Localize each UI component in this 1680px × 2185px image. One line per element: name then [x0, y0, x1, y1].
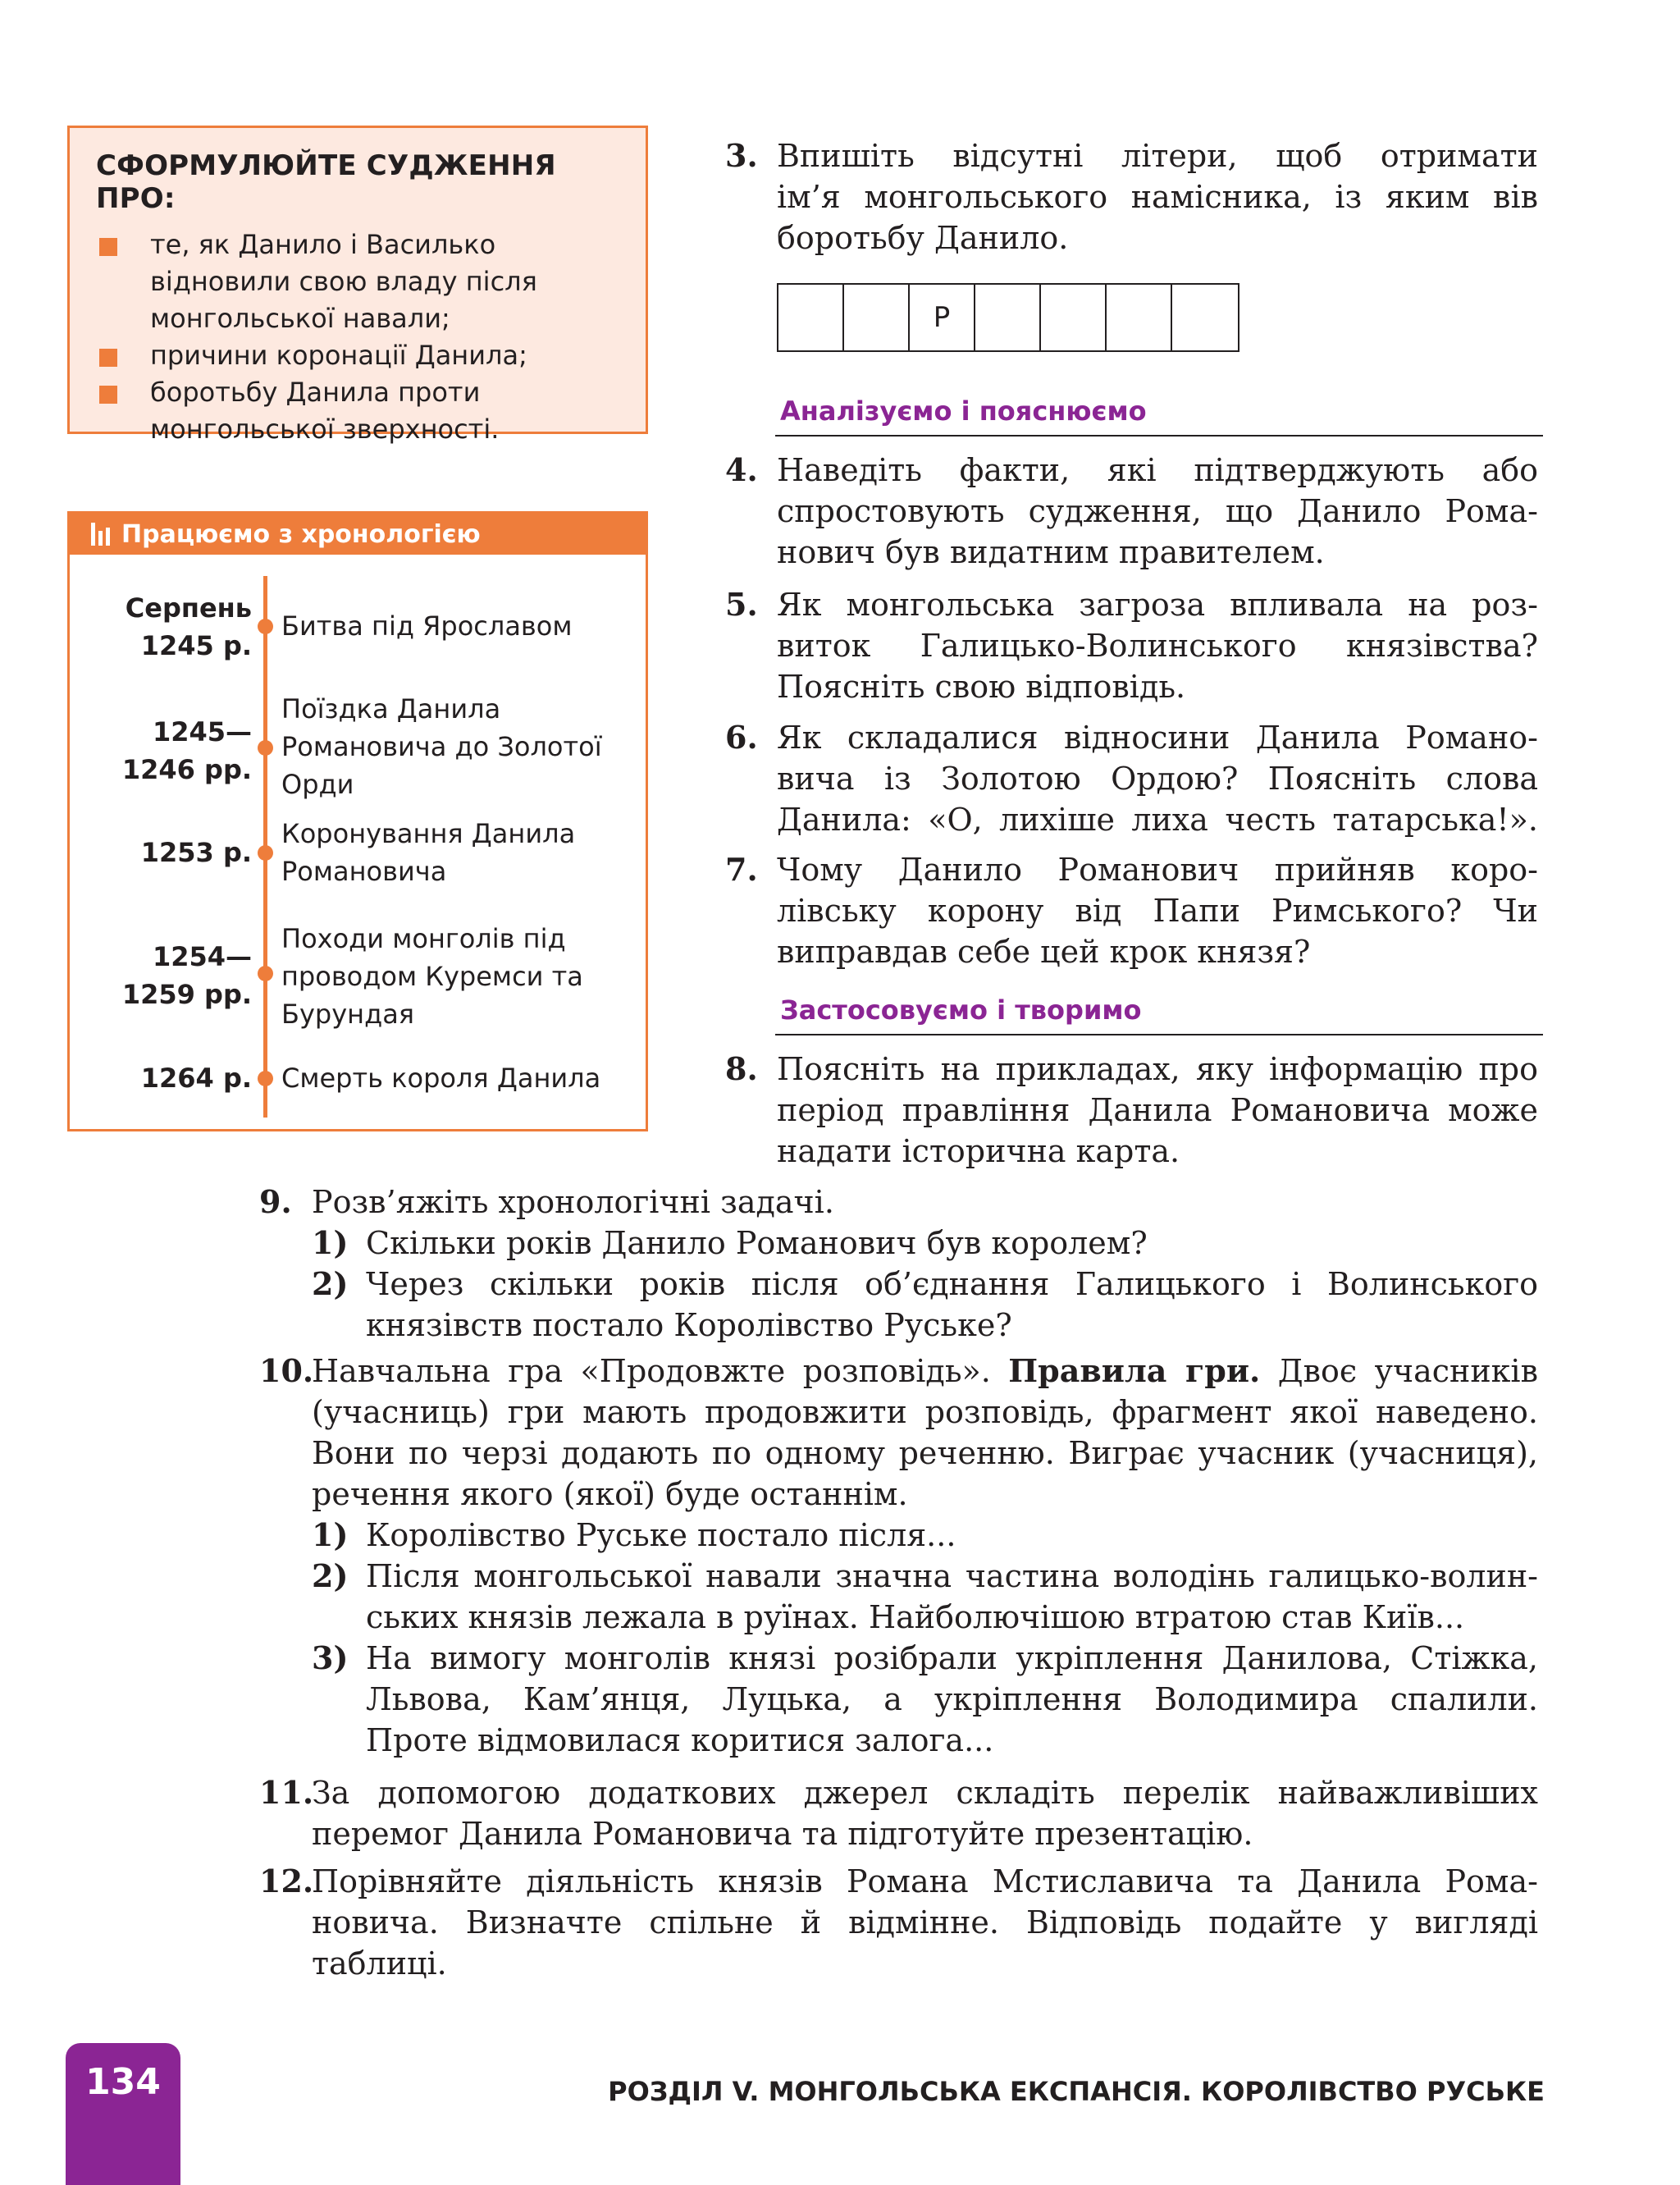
task-11-text: За допомогою додаткових джерел складіть перелік найважливіших перемог Данила Романовича та підготуйте презентацію. — [312, 1775, 1538, 1852]
task-4-text: Наведіть факти, які підтверджують або спростовують судження, що Данило Рома- нович був видатним правителем. — [777, 452, 1538, 570]
judgement-line: причини коронації Данила; — [150, 340, 527, 371]
subtask-text: Скільки років Данило Романович був королем? — [366, 1225, 1148, 1261]
task-number: 10. — [259, 1352, 314, 1389]
timeline-date: Серпень 1245 р. — [125, 592, 252, 661]
timeline-event: Походи монголів під проводом Куремси та Бурундая — [281, 923, 583, 1030]
task-5-text: Як монгольська загроза впливала на роз- виток Галицько-Волинського князівства? Поясніть свою відповідь. — [777, 587, 1538, 705]
task-number: 4. — [725, 451, 758, 488]
judgement-box — [67, 126, 648, 445]
judgement-line: монгольської зверхності. — [150, 414, 500, 445]
timeline-dot-icon — [258, 1071, 273, 1086]
letter-cell[interactable] — [778, 285, 844, 350]
bullet-square-icon — [99, 349, 117, 367]
letter-cell[interactable] — [975, 285, 1041, 350]
page-number: 134 — [85, 2061, 161, 2103]
task-number: 7. — [725, 851, 758, 888]
subtask-number: 1) — [312, 1224, 349, 1261]
task-number: 8. — [725, 1050, 758, 1087]
chronology-box — [67, 511, 648, 1131]
bullet-square-icon — [99, 386, 117, 404]
judgement-title: СФОРМУЛЮЙТЕ СУДЖЕННЯ ПРО: — [96, 149, 556, 215]
timeline-event: Поїздка Данила Романовича до Золотої Орди — [281, 693, 602, 800]
section-heading-apply: Застосовуємо і творимо — [775, 994, 1543, 1035]
section-heading-analyze: Аналізуємо і пояснюємо — [775, 395, 1543, 437]
bar-chart-icon — [91, 523, 110, 546]
judgement-item — [96, 374, 623, 448]
judgement-item — [96, 337, 623, 374]
judgement-line: відновили свою владу після — [150, 266, 537, 297]
timeline-event: Смерть короля Данила — [281, 1063, 601, 1094]
chapter-title: РОЗДІЛ V. МОНГОЛЬСЬКА ЕКСПАНСІЯ. КОРОЛІВСТВО РУСЬКЕ — [608, 2076, 1545, 2107]
task-9-text: Розв’яжіть хронологічні задачі. — [312, 1184, 834, 1220]
rules-label: Правила гри. — [1008, 1352, 1261, 1389]
subtask-number: 3) — [312, 1639, 349, 1676]
letter-cell[interactable] — [1172, 285, 1238, 350]
task-number: 12. — [259, 1863, 314, 1899]
subtask-text: Королівство Руське постало після... — [366, 1517, 956, 1553]
judgement-line: боротьбу Данила проти — [150, 377, 481, 408]
timeline-event: Коронування Данила Романовича — [281, 818, 576, 887]
task-6-text: Як складалися відносини Данила Романо- вича із Золотою Ордою? Поясніть слова Данила: «О, лихіше лиха честь татарська!». — [777, 720, 1538, 838]
letter-cell[interactable] — [844, 285, 910, 350]
timeline-date: 1264 р. — [140, 1063, 252, 1094]
timeline-date: 1245— 1246 рр. — [121, 716, 252, 785]
timeline-date: 1254— 1259 рр. — [121, 941, 252, 1010]
subtask-number: 2) — [312, 1557, 349, 1594]
chronology-title: Працюємо з хронологією — [121, 519, 481, 549]
letter-cell[interactable]: Р — [910, 285, 975, 350]
timeline-dot-icon — [258, 740, 273, 756]
subtask-number: 1) — [312, 1516, 349, 1553]
chronology-header — [70, 514, 646, 555]
judgement-line: те, як Данило і Василько — [150, 229, 496, 260]
letter-cell[interactable] — [1041, 285, 1107, 350]
letter-cell[interactable] — [1107, 285, 1172, 350]
task-7-text: Чому Данило Романович прийняв коро- лівську корону від Папи Римського? Чи виправдав себе цей крок князя? — [777, 852, 1538, 970]
task-8-text: Поясніть на прикладах, яку інформацію про період правління Данила Романовича може надати історична карта. — [777, 1051, 1538, 1169]
subtask-text: На вимогу монголів князі розібрали укріплення Данилова, Стіжка, Львова, Кам’янця, Луцька, а укріплення Володимира спалили. Проте відмовилася коритися залога... — [366, 1640, 1538, 1758]
judgement-item — [96, 226, 623, 337]
bullet-square-icon — [99, 238, 117, 256]
timeline-dot-icon — [258, 845, 273, 861]
task-number: 9. — [259, 1183, 292, 1220]
task-number: 11. — [259, 1774, 314, 1811]
timeline-dot-icon — [258, 966, 273, 981]
timeline-dot-icon — [258, 619, 273, 634]
task-number: 5. — [725, 586, 758, 623]
task-12-text: Порівняйте діяльність князів Романа Мстиславича та Данила Рома- новича. Визначте спільне й відмінне. Відповідь подайте у вигляді таблиці. — [312, 1863, 1538, 1982]
judgement-line: монгольської навали; — [150, 303, 450, 334]
letter-grid — [777, 283, 1239, 352]
task-3-text: Впишіть відсутні літери, щоб отримати ім’я монгольського намісника, із яким вів боротьбу Данило. — [777, 138, 1538, 256]
timeline-event: Битва під Ярославом — [281, 610, 573, 642]
subtask-text: Після монгольської навали значна частина володінь галицько-волин- ських князів лежала в руїнах. Найболючішою втратою став Київ... — [366, 1558, 1538, 1635]
subtask-number: 2) — [312, 1265, 349, 1302]
task-number: 6. — [725, 719, 758, 756]
page-tab — [66, 2043, 180, 2185]
task-number: 3. — [725, 137, 758, 174]
subtask-text: Через скільки років після об’єднання Галицького і Волинського князівств постало Королівство Руське? — [366, 1266, 1538, 1343]
timeline-date: 1253 р. — [140, 837, 252, 868]
task-10-text: Навчальна гра «Продовжте розповідь». Правила гри. Двоє учасників (учасниць) гри мають продовжити розповідь, фрагмент якої наведено. Вони по черзі додають по одному реченню. Виграє учасник (учасниця), речення якого (якої) буде останнім. — [312, 1352, 1538, 1512]
